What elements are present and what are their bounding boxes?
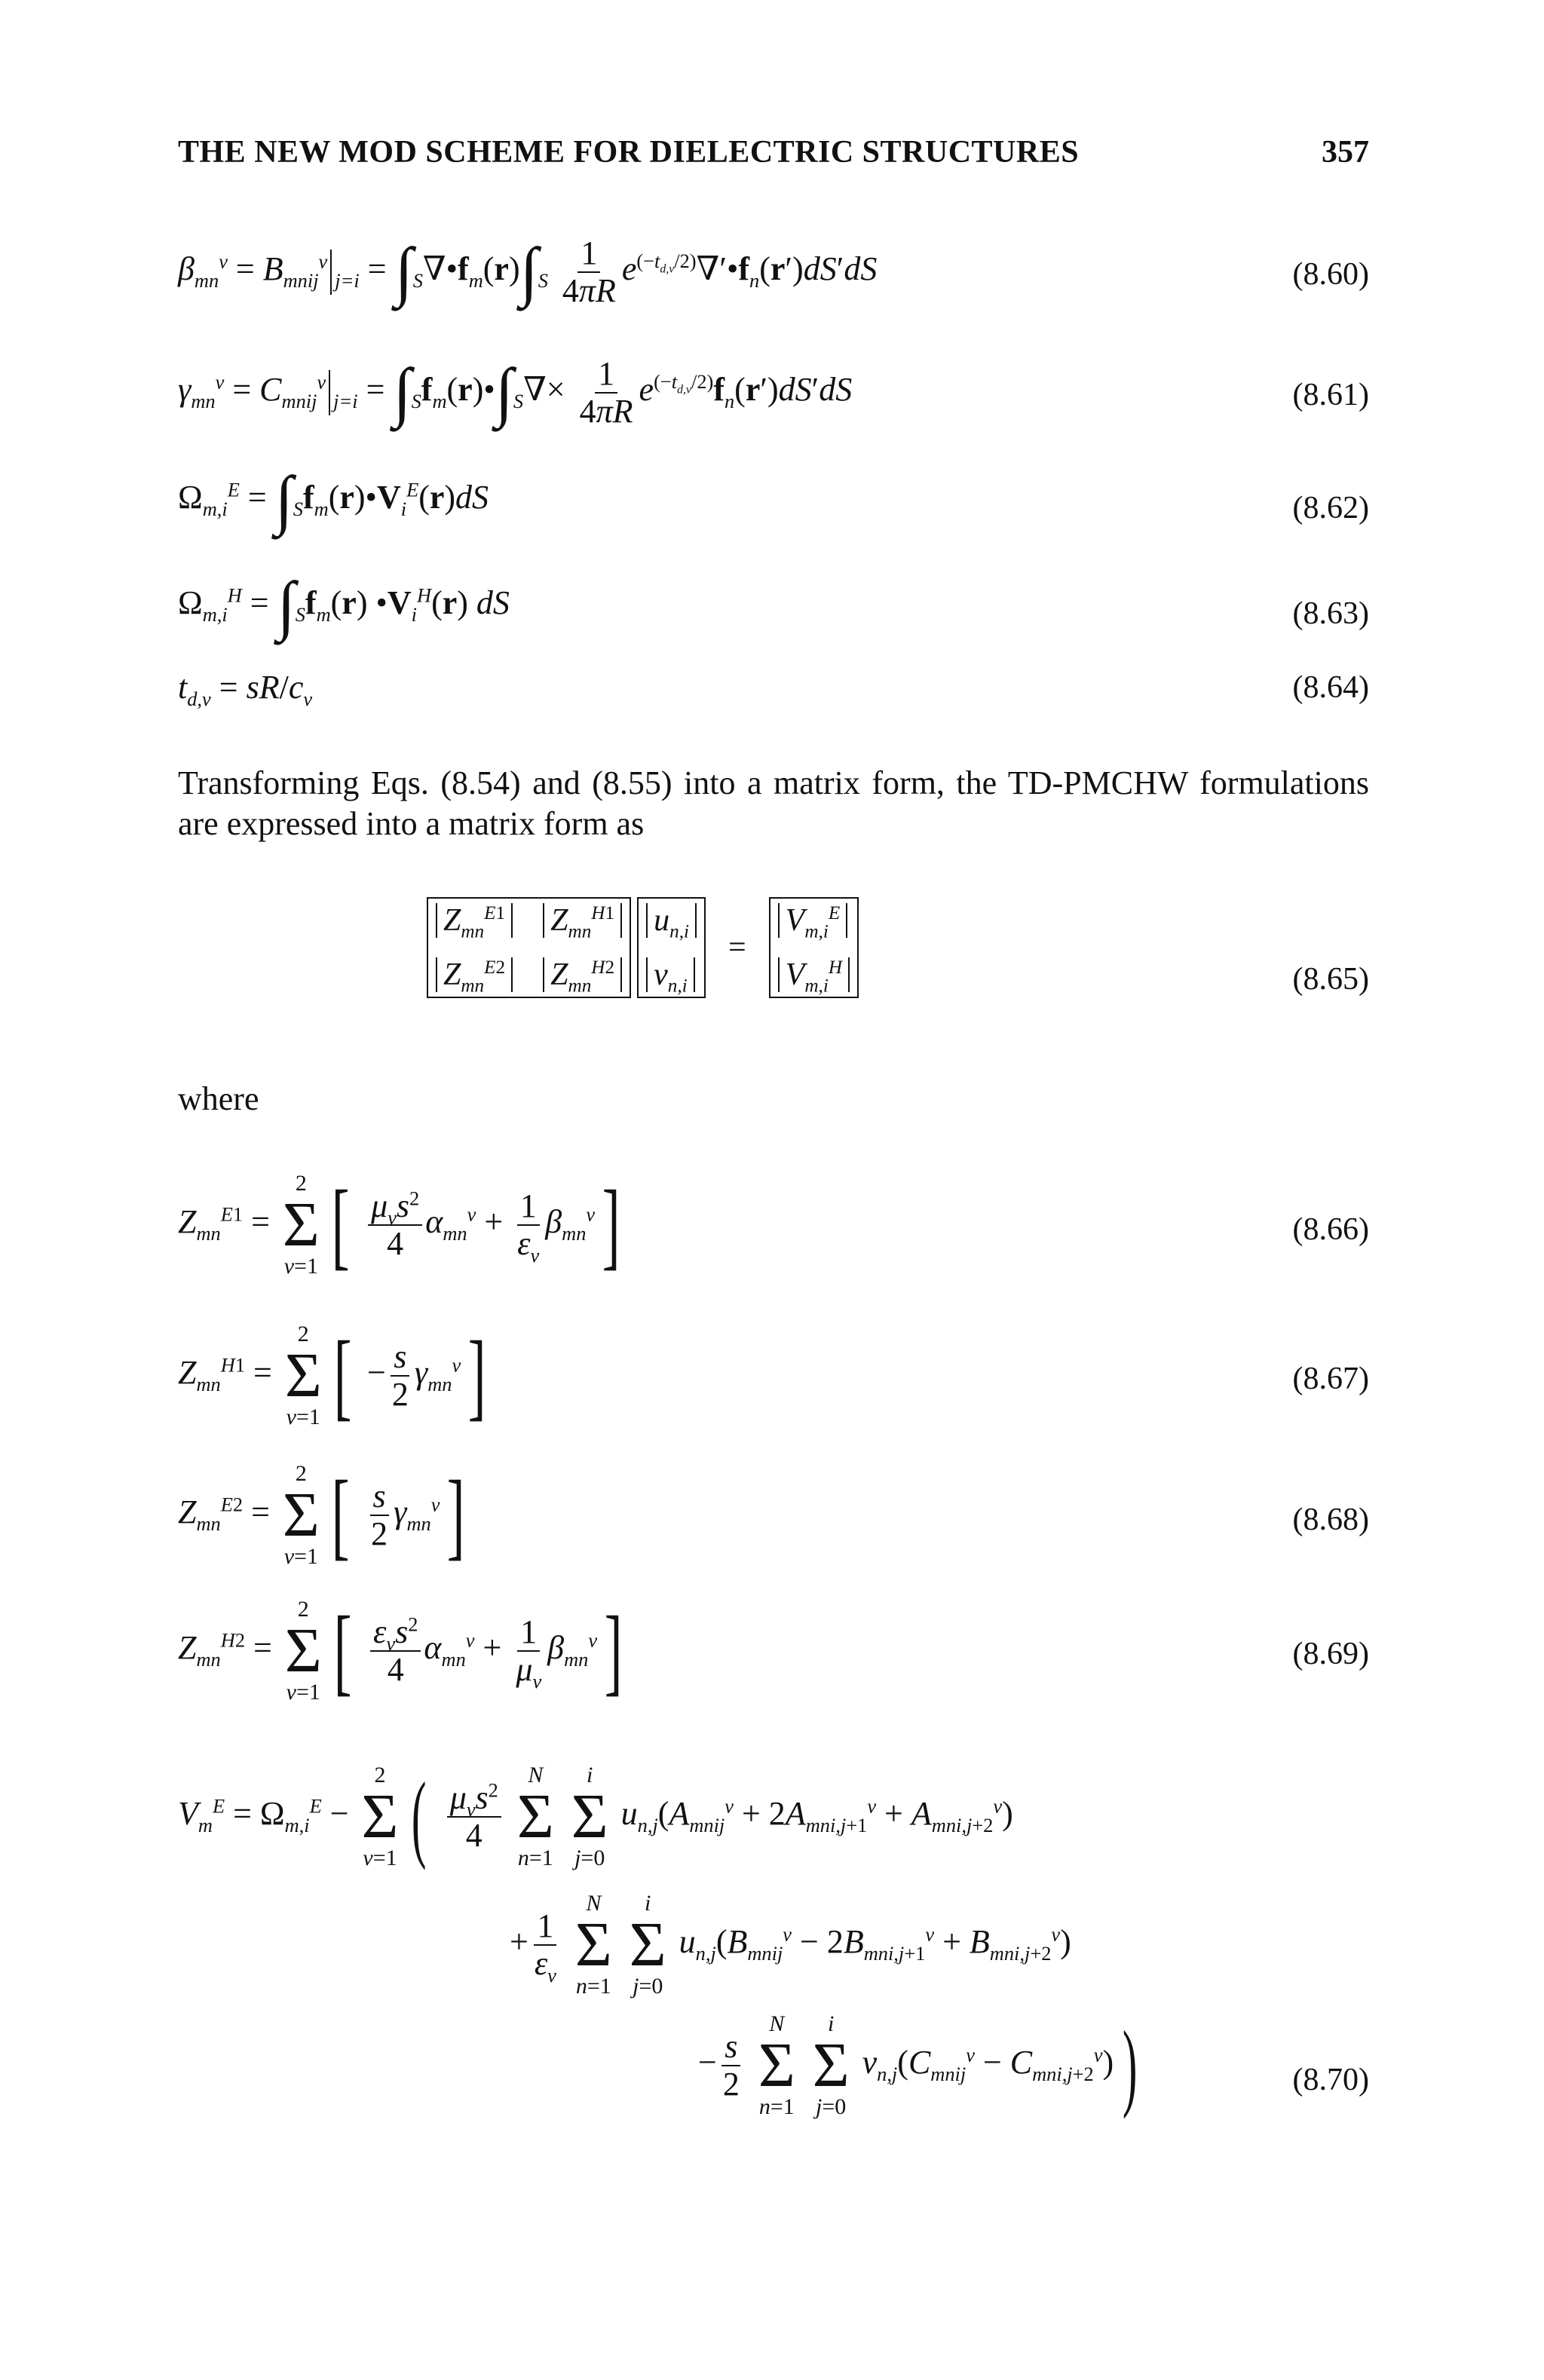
equation-body: $Z_{mn}^{H1}$ = 2 Σ v=1 [ − $\frac{s}{2}$ $\gamma_{mn}^v$] — [178, 1321, 486, 1430]
equation-number: (8.66) — [1292, 1212, 1369, 1247]
equation-body-line-1: $V_m^E = \Omega_{m,i}^E$ − 2 Σ v=1 ( $\frac{\mu_vs^2}{4}$ N Σ n=1 i Σ j=0 $u_{n,j}(A_{mnij}^v + 2A_{mni,j+1}^v + A_{mni,j+2}^v)$ — [178, 1762, 1013, 1871]
equation-body-line-2: + $\frac{1}{\varepsilon_v}$ N Σ n=1 i Σ j=0 $u_{n,j}(B_{mnij}^v - 2B_{mni,j+1}^v + B_{mni,j+2}^v)$ — [510, 1891, 1071, 1999]
running-title: THE NEW MOD SCHEME FOR DIELECTRIC STRUCTURES — [178, 135, 1080, 170]
equation-8-66 — [178, 1165, 1369, 1293]
equation-8-61 — [178, 347, 1369, 430]
equation-8-63 — [178, 565, 1369, 641]
page-header — [178, 134, 1369, 179]
equation-number: (8.67) — [1292, 1362, 1369, 1396]
equation-body: $Z_{mn}^{H2}$ = 2 Σ v=1 [ $\frac{\varepsilon_vs^2}{4}$ $\alpha_{mn}^v$ + $\frac{1}{\mu_v}$ $\beta_{mn}^v$] — [178, 1596, 623, 1705]
equation-number: (8.69) — [1292, 1637, 1369, 1671]
page-number: 357 — [1322, 135, 1369, 170]
equation-8-65 — [178, 890, 1369, 1040]
body-paragraph: Transforming Eqs. (8.54) and (8.55) into a matrix form, the TD-PMCHW formulations are expressed into a matrix form as — [178, 764, 1369, 842]
equation-number: (8.63) — [1292, 596, 1369, 631]
equation-body: $Z_{mn}^{E2}$ = 2 Σ v=1 [ $\frac{s}{2}$ $\gamma_{mn}^v$] — [178, 1460, 465, 1570]
equation-8-69 — [178, 1591, 1369, 1719]
equation-body: $\beta_{mn}^v = B_{mnij}^v_{j=i}$ = $\int_S\nabla•f_m(r)\int_S$ $\frac{1}{4\pi R}$ $e^{(-t_{d,v}/2)}\nabla'•f_n(r')dS'dS$ — [178, 234, 878, 309]
equation-body: $\gamma_{mn}^v = C_{mnij}^v_{j=i}$ = $\int_Sf_m(r)•\int_S\nabla\times$ $\frac{1}{4\pi R}$ $e^{(-t_{d,v}/2)}f_n(r')dS'dS$ — [178, 355, 853, 430]
equation-8-62 — [178, 460, 1369, 535]
where-label: where — [178, 1080, 259, 1117]
equation-number: (8.70) — [1292, 2063, 1369, 2097]
equation-number: (8.60) — [1292, 257, 1369, 292]
equation-number: (8.61) — [1292, 378, 1369, 412]
equation-body: $\Omega_{m,i}^E$ = $\int_Sf_m(r)•V_i^E(r)dS$ — [178, 464, 489, 537]
equation-body: $\Omega_{m,i}^H = \int_Sf_m(r)$ $•V_i^H(r)$ dS — [178, 569, 510, 642]
equation-number: (8.65) — [1292, 962, 1369, 997]
equation-8-60 — [178, 226, 1369, 309]
equation-8-68 — [178, 1455, 1369, 1576]
equation-8-67 — [178, 1316, 1369, 1436]
equation-body-line-3: − $\frac{s}{2}$ N Σ n=1 i Σ j=0 $v_{n,j}(C_{mnij}^v - C_{mni,j+2}^v)$) — [698, 2011, 1138, 2120]
equation-number: (8.64) — [1292, 670, 1369, 705]
equation-8-64 — [178, 663, 1369, 716]
equation-body: $Z_{mn}^{E1}$ = 2 Σ v=1 [ $\frac{\mu_vs^2}{4}$ $\alpha_{mn}^v$ + $\frac{1}{\varepsilon_v}$ $\beta_{mn}^v$] — [178, 1170, 620, 1279]
equation-body: $t_{d,v} = sR/c_v$ — [178, 669, 313, 710]
equation-number: (8.68) — [1292, 1502, 1369, 1537]
equation-number: (8.62) — [1292, 491, 1369, 525]
equation-8-70 — [178, 1764, 1369, 2156]
equation-body: $Z_{mn}^{E1}$ $Z_{mn}^{H1}$ $Z_{mn}^{E2}$ $Z_{mn}^{H2}$ $u_{n,i}$ $v_{n,i}$ = $V_{m,i}^E$ $V_{m,i}^H$ — [427, 897, 859, 998]
